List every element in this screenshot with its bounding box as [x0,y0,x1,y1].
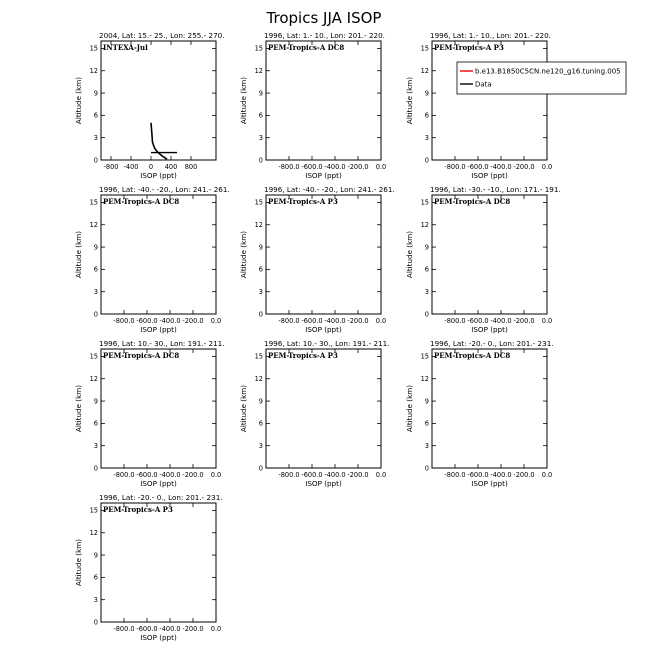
x-tick-label: -800.0 [278,317,300,325]
x-axis-label: ISOP (ppt) [140,633,177,642]
x-tick-label: -800 [103,163,119,171]
y-tick-label: 3 [424,133,429,142]
panel-header: 1996, Lat: -20.- 0., Lon: 201.- 231. [430,339,554,348]
y-tick-label: 6 [258,419,263,428]
x-tick-label: -600.0 [467,471,489,479]
x-tick-label: -200.0 [347,163,369,171]
y-tick-label: 0 [424,310,429,319]
y-tick-label: 15 [89,198,98,207]
x-tick-label: -200.0 [182,625,204,633]
y-tick-label: 6 [93,111,98,120]
panel-header: 1996, Lat: -40.- -20., Lon: 241.- 261. [264,185,395,194]
panel-header: 2004, Lat: 15.- 25., Lon: 255.- 270. [99,31,225,40]
x-tick-label: 0.0 [375,471,387,479]
x-axis-label: ISOP (ppt) [471,171,508,180]
y-tick-label: 3 [93,595,98,604]
x-tick-label: -600.0 [301,471,323,479]
y-tick-label: 9 [258,397,263,406]
y-tick-label: 9 [258,89,263,98]
plot-frame [432,349,547,468]
x-tick-label: -800.0 [113,317,135,325]
panel-inner-label: PEM-Tropics-A DC8 [434,197,511,206]
x-tick-label: -800.0 [444,471,466,479]
x-tick-label: 0.0 [541,163,553,171]
y-tick-label: 0 [424,464,429,473]
y-axis-label: Altitude (km) [74,384,83,433]
y-tick-label: 0 [258,156,263,165]
x-axis-label: ISOP (ppt) [305,171,342,180]
x-axis-label: ISOP (ppt) [140,325,177,334]
y-tick-label: 12 [420,221,429,230]
y-tick-label: 15 [420,44,429,53]
panel-inner-label: PEM-Tropics-A P3 [434,43,504,52]
panel-inner-label: PEM-Tropics-A DC8 [268,43,345,52]
plot-frame [432,195,547,314]
y-tick-label: 9 [258,243,263,252]
y-tick-label: 6 [258,265,263,274]
x-tick-label: -200.0 [347,317,369,325]
x-tick-label: 0.0 [375,317,387,325]
x-tick-label: 400 [164,163,178,171]
x-tick-label: -600.0 [467,317,489,325]
x-tick-label: -800.0 [278,163,300,171]
plot-frame [266,195,381,314]
x-tick-label: -400.0 [490,471,512,479]
x-tick-label: 0.0 [541,317,553,325]
legend [457,62,626,94]
plot-frame [432,41,547,160]
y-tick-label: 6 [424,265,429,274]
x-axis-label: ISOP (ppt) [471,325,508,334]
y-tick-label: 9 [93,89,98,98]
x-tick-label: -800.0 [444,317,466,325]
y-axis-label: Altitude (km) [405,384,414,433]
y-tick-label: 3 [258,441,263,450]
x-axis-label: ISOP (ppt) [305,325,342,334]
y-tick-label: 12 [420,375,429,384]
y-tick-label: 0 [424,156,429,165]
y-tick-label: 9 [93,397,98,406]
x-tick-label: 800 [184,163,198,171]
x-tick-label: -600.0 [136,317,158,325]
y-axis-label: Altitude (km) [74,538,83,587]
y-tick-label: 15 [254,44,263,53]
y-axis-label: Altitude (km) [405,76,414,125]
y-axis-label: Altitude (km) [239,384,248,433]
y-tick-label: 9 [424,397,429,406]
plot-frame [266,349,381,468]
y-axis-label: Altitude (km) [405,230,414,279]
legend-label: b.e13.B1850C5CN.ne120_g16.tuning.005 [475,67,621,76]
y-tick-label: 3 [424,287,429,296]
x-tick-label: -800.0 [113,471,135,479]
x-tick-label: -400.0 [159,317,181,325]
chart-panel-7 [74,339,225,488]
y-tick-label: 3 [93,441,98,450]
figure-title: Tropics JJA ISOP [266,9,382,27]
y-tick-label: 0 [93,618,98,627]
x-tick-label: 0.0 [375,163,387,171]
chart-panel-4 [74,185,230,334]
x-tick-label: -800.0 [113,625,135,633]
panel-inner-label: PEM-Tropics-A DC8 [434,351,511,360]
y-tick-label: 3 [258,133,263,142]
y-tick-label: 0 [93,310,98,319]
x-axis-label: ISOP (ppt) [471,479,508,488]
y-tick-label: 3 [258,287,263,296]
y-axis-label: Altitude (km) [239,76,248,125]
x-tick-label: -600.0 [467,163,489,171]
chart-panel-2 [239,31,386,180]
x-tick-label: -400 [123,163,139,171]
chart-panel-9 [405,339,554,488]
panel-header: 1996, Lat: 10.- 30., Lon: 191.- 211. [264,339,390,348]
y-tick-label: 12 [89,221,98,230]
chart-panel-5 [239,185,395,334]
panel-header: 1996, Lat: -20.- 0., Lon: 201.- 231. [99,493,223,502]
y-tick-label: 3 [93,287,98,296]
x-tick-label: 0.0 [210,471,222,479]
plot-frame [266,41,381,160]
y-tick-label: 6 [93,265,98,274]
plot-frame [101,503,216,622]
y-tick-label: 6 [93,419,98,428]
panel-inner-label: PEM-Tropics-A DC8 [103,351,180,360]
y-tick-label: 15 [89,44,98,53]
panel-header: 1996, Lat: -40.- -20., Lon: 241.- 261. [99,185,230,194]
y-tick-label: 12 [420,67,429,76]
y-tick-label: 12 [89,375,98,384]
y-tick-label: 12 [254,375,263,384]
x-tick-label: -400.0 [159,625,181,633]
y-tick-label: 0 [93,156,98,165]
x-tick-label: 0.0 [541,471,553,479]
panel-header: 1996, Lat: 1.- 10., Lon: 201.- 220. [264,31,385,40]
y-tick-label: 0 [258,464,263,473]
x-tick-label: 0.0 [210,625,222,633]
y-tick-label: 9 [93,551,98,560]
x-tick-label: 0 [148,163,154,171]
x-tick-label: -400.0 [490,317,512,325]
plot-frame [101,195,216,314]
x-tick-label: -600.0 [136,471,158,479]
plot-frame [101,41,216,160]
panel-inner-label: PEM-Tropics-A DC8 [103,197,180,206]
panel-inner-label: PEM-Tropics-A P3 [268,197,338,206]
x-tick-label: -200.0 [513,471,535,479]
chart-panel-8 [239,339,390,488]
x-tick-label: -400.0 [324,317,346,325]
y-tick-label: 9 [424,89,429,98]
panel-inner-label: PEM-Tropics-A P3 [268,351,338,360]
y-axis-label: Altitude (km) [74,76,83,125]
y-tick-label: 6 [424,111,429,120]
y-tick-label: 15 [89,506,98,515]
x-tick-label: -400.0 [159,471,181,479]
x-tick-label: -200.0 [182,317,204,325]
y-tick-label: 9 [424,243,429,252]
y-tick-label: 12 [254,221,263,230]
plot-frame [101,349,216,468]
y-tick-label: 6 [258,111,263,120]
y-tick-label: 15 [254,198,263,207]
x-axis-label: ISOP (ppt) [140,171,177,180]
x-tick-label: -400.0 [490,163,512,171]
x-tick-label: -200.0 [513,317,535,325]
x-tick-label: -800.0 [278,471,300,479]
y-tick-label: 9 [93,243,98,252]
panel-inner-label: PEM-Tropics-A P3 [103,505,173,514]
y-tick-label: 15 [89,352,98,361]
x-tick-label: -600.0 [301,163,323,171]
x-tick-label: -800.0 [444,163,466,171]
chart-panel-1 [74,31,225,180]
y-tick-label: 15 [420,198,429,207]
y-tick-label: 6 [93,573,98,582]
y-tick-label: 15 [420,352,429,361]
chart-panel-10 [74,493,223,642]
x-tick-label: -600.0 [301,317,323,325]
x-tick-label: -200.0 [182,471,204,479]
x-tick-label: 0.0 [210,317,222,325]
chart-panel-6 [405,185,561,334]
panel-inner-label: INTEXA-Jul [103,43,148,52]
chart-panel-3 [405,31,626,180]
x-tick-label: -200.0 [513,163,535,171]
y-tick-label: 12 [254,67,263,76]
x-tick-label: -400.0 [324,471,346,479]
x-tick-label: -600.0 [136,625,158,633]
panel-header: 1996, Lat: 10.- 30., Lon: 191.- 211. [99,339,225,348]
x-axis-label: ISOP (ppt) [140,479,177,488]
y-tick-label: 12 [89,529,98,538]
x-tick-label: -200.0 [347,471,369,479]
y-tick-label: 3 [93,133,98,142]
y-tick-label: 15 [254,352,263,361]
y-tick-label: 0 [93,464,98,473]
x-tick-label: -400.0 [324,163,346,171]
data-series-line [151,123,167,160]
y-tick-label: 12 [89,67,98,76]
y-tick-label: 6 [424,419,429,428]
y-tick-label: 3 [424,441,429,450]
x-axis-label: ISOP (ppt) [305,479,342,488]
legend-label: Data [475,80,492,89]
panel-header: 1996, Lat: 1.- 10., Lon: 201.- 220. [430,31,551,40]
y-tick-label: 0 [258,310,263,319]
panel-header: 1996, Lat: -30.- -10., Lon: 171.- 191. [430,185,561,194]
y-axis-label: Altitude (km) [239,230,248,279]
y-axis-label: Altitude (km) [74,230,83,279]
